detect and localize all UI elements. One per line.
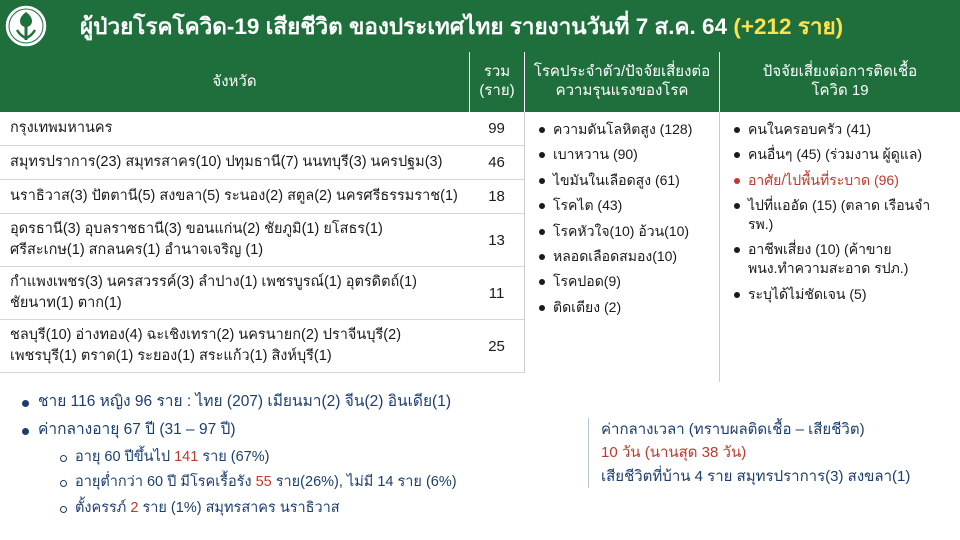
age60-count: 141 xyxy=(174,448,199,465)
total-cell: 13 xyxy=(488,231,505,249)
pregnant-count: 2 xyxy=(130,499,139,516)
list-item: โรคหัวใจ(10) อ้วน(10) xyxy=(539,222,709,241)
list-item xyxy=(60,473,582,493)
table-row xyxy=(0,214,524,267)
list-item xyxy=(60,499,582,519)
age60-prefix: อายุ 60 ปีขึ้นไป xyxy=(75,448,175,465)
list-item: คนอื่นๆ (45) (ร่วมงาน ผู้ดูแล) xyxy=(734,145,950,164)
column-header-total xyxy=(470,52,525,112)
total-cell: 18 xyxy=(488,188,505,205)
column-header-conditions-line1: โรคประจำตัว/ปัจจัยเสี่ยงต่อ xyxy=(533,63,711,81)
total-cell: 11 xyxy=(488,284,505,302)
province-cell: สมุทรปราการ(23) สมุทรสาคร(10) ปทุมธานี(7) นนทบุรี(3) นครปฐม(3) xyxy=(10,153,443,170)
table-row xyxy=(0,320,524,373)
list-item: ระบุได้ไม่ชัดเจน (5) xyxy=(734,285,950,304)
page-title xyxy=(80,8,843,44)
province-cell: นราธิวาส(3) ปัตตานี(5) สงขลา(5) ระนอง(2) สตูล(2) นครศรีธรรมราช(1) xyxy=(10,187,458,204)
list-item: โรคปอด(9) xyxy=(539,272,709,291)
table-row xyxy=(0,146,524,180)
list-item: ติดเตียง (2) xyxy=(539,298,709,317)
total-cell: 25 xyxy=(488,337,505,355)
province-cell: อุดรธานี(3) อุบลราชธานี(3) ขอนแก่น(2) ชัยภูมิ(1) ยโสธร(1) ศรีสะเกษ(1) สกลนคร(1) อำนาจเจริญ (1) xyxy=(10,221,383,259)
under60-count: 55 xyxy=(255,474,272,491)
conditions-list xyxy=(539,120,709,317)
column-header-risk xyxy=(720,52,960,112)
column-header-conditions xyxy=(525,52,720,112)
list-item: หลอดเลือดสมอง(10) xyxy=(539,247,709,266)
column-header-risk-line2: โควิด 19 xyxy=(811,82,869,99)
column-header-conditions-line2: ความรุนแรงของโรค xyxy=(555,82,689,99)
list-item: เบาหวาน (90) xyxy=(539,145,709,164)
total-cell: 99 xyxy=(488,120,505,137)
summary-sex-nationality: ชาย 116 หญิง 96 ราย : ไทย (207) เมียนมา(2) จีน(2) อินเดีย(1) xyxy=(22,392,582,413)
time-note-line3: เสียชีวิตที่บ้าน 4 ราย สมุทรปราการ(3) สงขลา(1) xyxy=(601,467,911,485)
under60-prefix: อายุต่ำกว่า 60 ปี มีโรคเรื้อรัง xyxy=(75,474,256,491)
risk-panel xyxy=(720,112,960,382)
province-cell: กำแพงเพชร(3) นครสวรรค์(3) ลำปาง(1) เพชรบูรณ์(1) อุตรดิตถ์(1) ชัยนาท(1) ตาก(1) xyxy=(10,274,418,312)
list-item: ไขมันในเลือดสูง (61) xyxy=(539,171,709,190)
total-cell: 46 xyxy=(488,154,505,171)
summary-median-age xyxy=(22,420,582,519)
table-row xyxy=(0,267,524,320)
summary-median-age-label: ค่ากลางอายุ 67 ปี (31 – 97 ปี) xyxy=(38,420,236,438)
summary-sublist xyxy=(60,448,582,519)
list-item: อาชีพเสี่ยง (10) (ค้าขาย พนง.ทำความสะอาด รปภ.) xyxy=(734,240,950,278)
under60-suffix: ราย(26%), ไม่มี 14 ราย (6%) xyxy=(271,474,457,491)
province-rows xyxy=(0,112,525,373)
deaths-table xyxy=(0,52,960,382)
column-header-total-label: รวม xyxy=(483,63,511,81)
pregnant-suffix: ราย (1%) สมุทรสาคร นราธิวาส xyxy=(138,499,340,516)
list-item: อาศัย/ไปพื้นที่ระบาด (96) xyxy=(734,171,950,190)
conditions-panel xyxy=(525,112,720,382)
page-title-main: ผู้ป่วยโรคโควิด-19 เสียชีวิต ของประเทศไทย รายงานวันที่ 7 ส.ค. 64 xyxy=(80,14,734,39)
province-cell: ชลบุรี(10) อ่างทอง(4) ฉะเชิงเทรา(2) นครนายก(2) ปราจีนบุรี(2) เพชรบุรี(1) ตราด(1) ระยอง(1) สระแก้ว(1) สิงห์บุรี(1) xyxy=(10,327,402,365)
summary-section xyxy=(0,382,960,540)
risk-list xyxy=(734,120,950,304)
ministry-of-public-health-logo-icon xyxy=(0,0,52,52)
list-item: ไปที่แออัด (15) (ตลาด เรือนจำ รพ.) xyxy=(734,196,950,234)
page-title-delta: (+212 ราย) xyxy=(733,14,844,39)
column-header-risk-line1: ปัจจัยเสี่ยงต่อการติดเชื้อ xyxy=(762,63,918,81)
summary-left xyxy=(22,392,582,526)
list-item: โรคไต (43) xyxy=(539,196,709,215)
list-item: ความดันโลหิตสูง (128) xyxy=(539,120,709,139)
age60-suffix: ราย (67%) xyxy=(198,448,270,465)
table-row xyxy=(0,112,524,146)
summary-list xyxy=(22,392,582,519)
table-row xyxy=(0,180,524,214)
time-note-line2: 10 วัน (นานสุด 38 วัน) xyxy=(601,444,747,462)
time-note-line1: ค่ากลางเวลา (ทราบผลติดเชื้อ – เสียชีวิต) xyxy=(601,421,865,438)
column-header-total-unit: (ราย) xyxy=(479,82,515,99)
list-item: คนในครอบครัว (41) xyxy=(734,120,950,139)
page-header xyxy=(0,0,960,52)
province-cell: กรุงเทพมหานคร xyxy=(10,119,113,136)
pregnant-prefix: ตั้งครรภ์ xyxy=(75,499,131,516)
list-item xyxy=(60,448,582,468)
column-header-province-label: จังหวัด xyxy=(212,72,257,90)
time-note xyxy=(588,418,948,488)
column-header-province xyxy=(0,52,470,112)
